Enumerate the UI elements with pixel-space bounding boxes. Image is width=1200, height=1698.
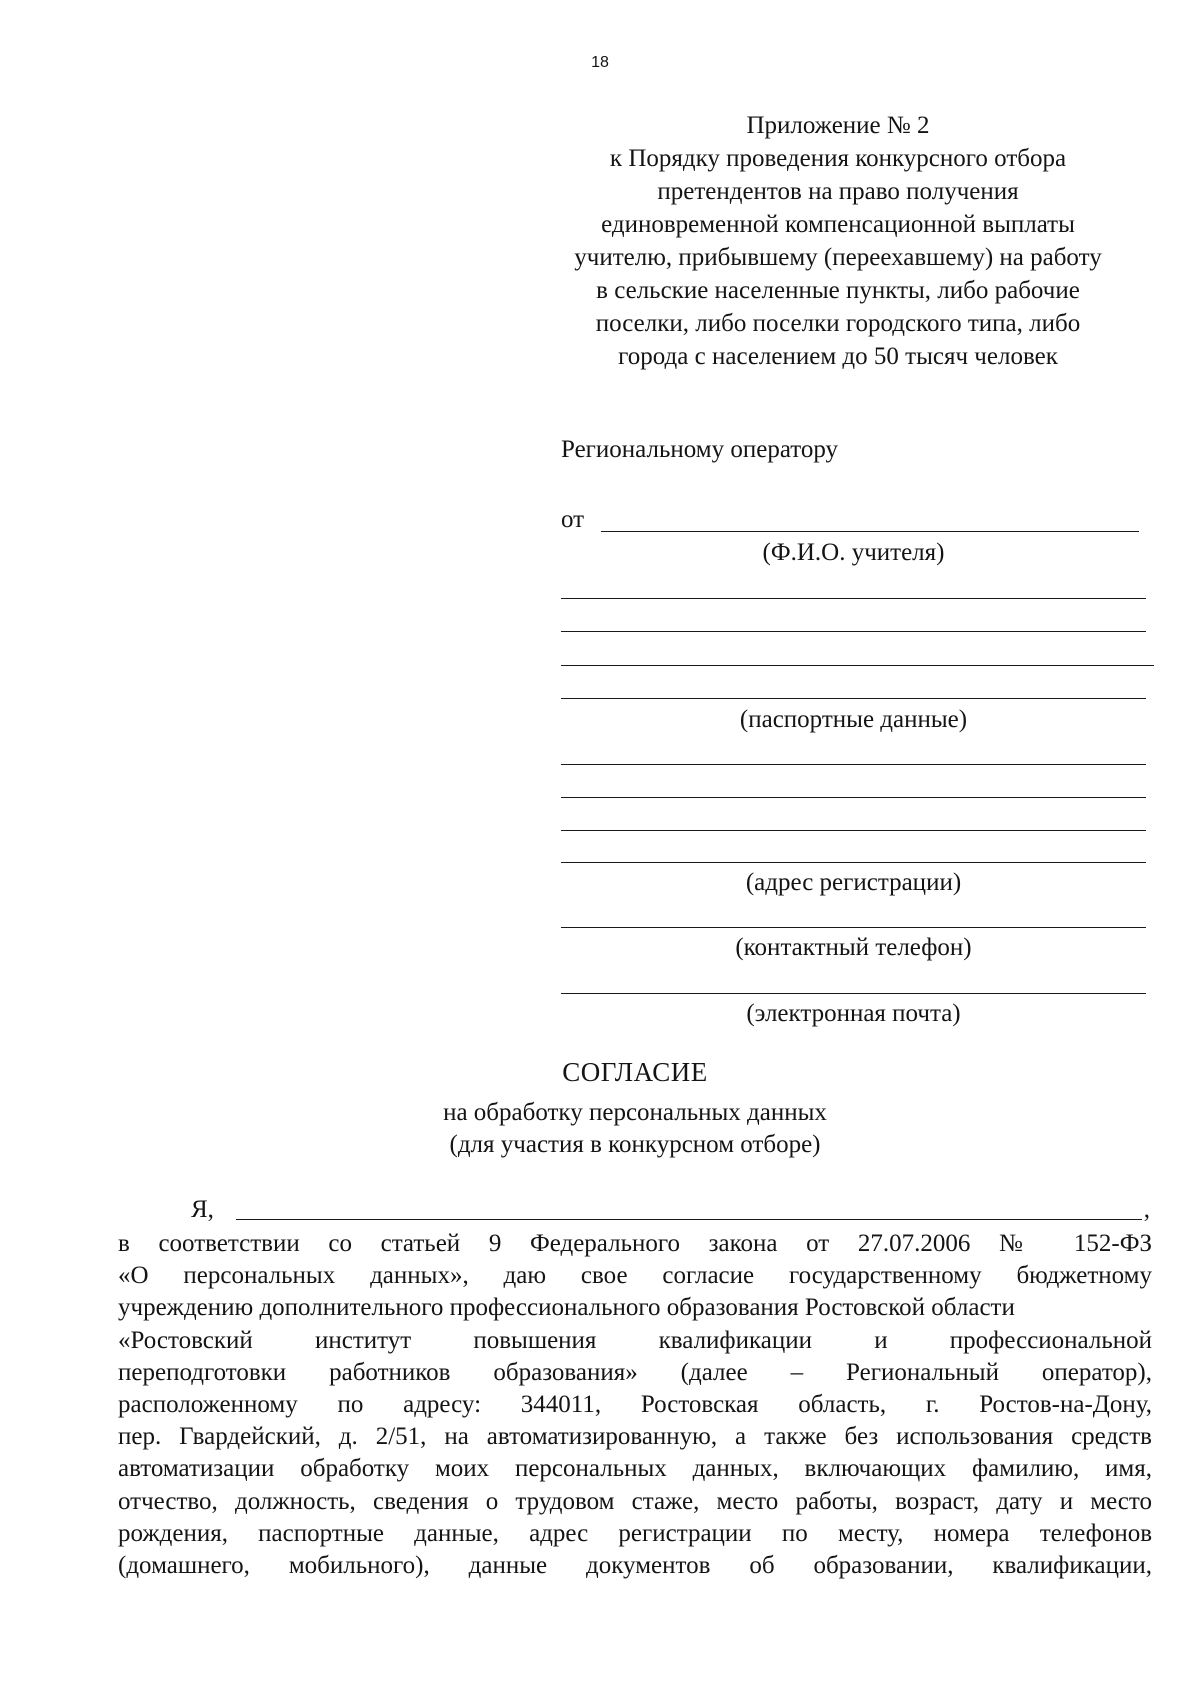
passport-caption: (паспортные данные) [739,706,968,733]
consent-body-line: расположенному по адресу: 344011, Ростовская область, г. Ростов-на-Дону, [118,1391,1152,1419]
appendix-heading-line: поселки, либо поселки городского типа, либо [595,310,1081,337]
consent-body-line: пер. Гвардейский, д. 2/51, на автоматизированную, а также без использования средств [118,1423,1152,1451]
phone-caption: (контактный телефон) [735,934,972,961]
address-field-line[interactable] [561,862,1146,863]
passport-field-line[interactable] [561,631,1146,632]
consent-subtitle-purpose: (для участия в конкурсном отборе) [449,1131,821,1158]
passport-field-line[interactable] [561,598,1146,599]
declarant-row [120,1196,1150,1232]
appendix-heading-line: единовременной компенсационной выплаты [601,211,1075,238]
consent-body-line: рождения, паспортные данные, адрес регистрации по месту, номера телефонов [118,1519,1152,1547]
appendix-heading-line: города с населением до 50 тысяч человек [618,343,1058,370]
appendix-heading-line: Приложение № 2 [746,112,930,139]
appendix-heading [538,109,1138,373]
consent-body-line: автоматизации обработку моих персональных данных, включающих фамилию, имя, [118,1455,1152,1483]
phone-field-line[interactable] [561,927,1146,928]
consent-body-line: (домашнего, мобильного), данные документов об образовании, квалификации, [118,1552,1152,1580]
appendix-heading-line: в сельские населенные пункты, либо рабочие [596,277,1080,304]
consent-body-line: переподготовки работников образования» (далее – Региональный оператор), [118,1358,1152,1386]
appendix-heading-line: к Порядку проведения конкурсного отбора [609,145,1067,172]
appendix-heading-line: претендентов на право получения [657,178,1019,205]
passport-field-line[interactable] [561,665,1154,666]
consent-title: СОГЛАСИЕ [562,1057,708,1087]
teacher-name-caption: (Ф.И.О. учителя) [762,539,945,566]
declarant-name-field-line[interactable] [236,1219,1142,1220]
email-caption: (электронная почта) [746,1000,961,1027]
consent-body-line: учреждению дополнительного профессионального образования Ростовской области [118,1294,1015,1322]
recipient-line: Региональному оператору [561,436,839,463]
consent-body-line: отчество, должность, сведения о трудовом стаже, место работы, возраст, дату и место [118,1487,1152,1515]
address-field-line[interactable] [561,764,1146,765]
consent-body [118,1228,1152,1582]
appendix-heading-line: учителю, прибывшему (переехавшему) на работу [574,244,1102,271]
page-number: 18 [591,54,609,71]
teacher-name-field-line[interactable] [601,531,1139,532]
email-field-line[interactable] [561,993,1146,994]
address-field-line[interactable] [561,797,1146,798]
consent-subtitle: на обработку персональных данных [443,1099,827,1126]
passport-field-line[interactable] [561,698,1146,699]
declarant-comma: , [1143,1196,1150,1223]
declarant-label: Я, [191,1196,214,1223]
address-field-line[interactable] [561,830,1146,831]
consent-body-line: «О персональных данных», даю свое согласие государственному бюджетному [118,1262,1152,1290]
registration-address-caption: (адрес регистрации) [745,869,962,896]
consent-body-line: в соответствии со статьей 9 Федерального закона от 27.07.2006 № 152-ФЗ [118,1230,1152,1257]
from-row [561,504,1141,538]
consent-body-line: «Ростовский институт повышения квалификации и профессиональной [118,1326,1152,1354]
from-label: от [561,506,585,533]
